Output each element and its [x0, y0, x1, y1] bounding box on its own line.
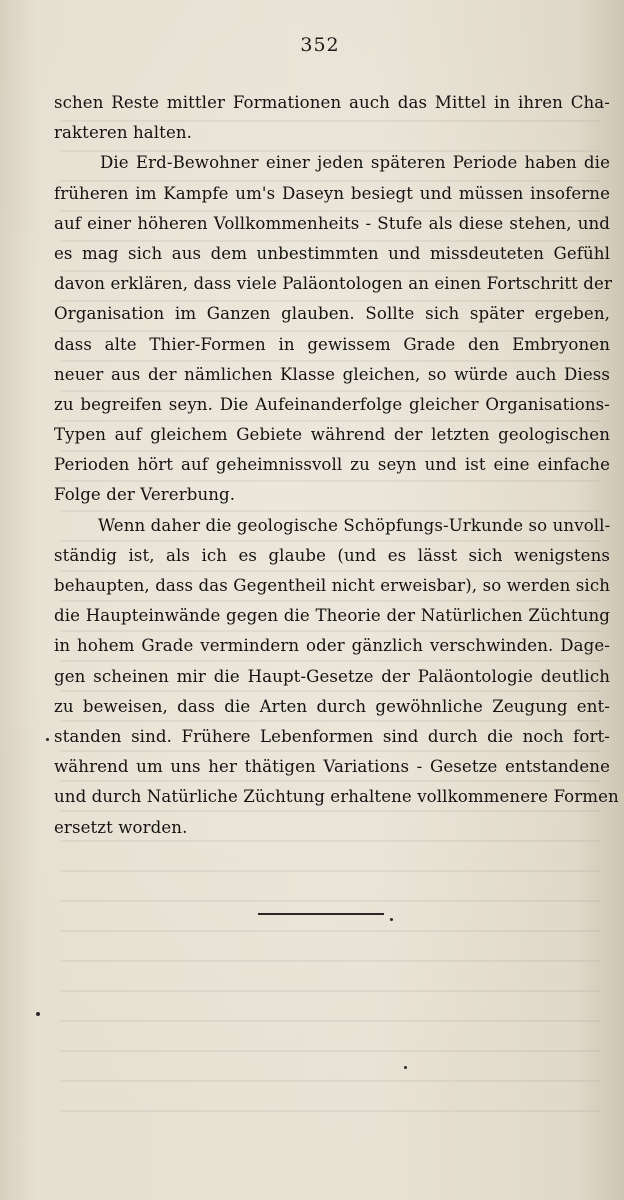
- page-number: 352: [300, 34, 340, 56]
- text-line: ständig ist, als ich es glaube (und es lässt sich wenigstens: [54, 545, 610, 565]
- section-end-rule: [258, 913, 384, 915]
- text-line: gen scheinen mir die Haupt-Gesetze der Paläontologie deutlich: [54, 666, 610, 686]
- text-line: neuer aus der nämlichen Klasse gleichen, so würde auch Diess: [54, 364, 610, 384]
- text-line: die Haupteinwände gegen die Theorie der Natürlichen Züchtung: [54, 606, 610, 626]
- text-line: rakteren halten.: [54, 123, 193, 143]
- text-line: Organisation im Ganzen glauben. Sollte sich später ergeben,: [54, 304, 610, 324]
- body-text: [54, 88, 619, 843]
- text-line: in hohem Grade vermindern oder gänzlich verschwinden. Dage-: [54, 636, 610, 656]
- paragraph-start-line: Wenn daher die geologische Schöpfungs-Urkunde so unvoll-: [98, 515, 611, 535]
- text-line: schen Reste mittler Formationen auch das Mittel in ihren Cha-: [54, 93, 610, 112]
- text-line: zu begreifen seyn. Die Aufeinanderfolge gleicher Organisations-: [54, 394, 610, 414]
- paragraph-start-line: Die Erd-Bewohner einer jeden späteren Periode haben die: [100, 153, 610, 173]
- text-line: davon erklären, dass viele Paläontologen an einen Fortschritt der: [54, 274, 612, 294]
- ink-speck: [404, 1066, 407, 1069]
- text-line: dass alte Thier-Formen in gewissem Grade den Embryonen: [54, 334, 610, 354]
- text-line: auf einer höheren Vollkommenheits - Stufe als diese stehen, und: [54, 213, 610, 233]
- text-line: ersetzt worden.: [54, 817, 188, 837]
- text-line: Typen auf gleichem Gebiete während der letzten geologischen: [54, 425, 610, 445]
- text-line: früheren im Kampfe um's Daseyn besiegt und müssen insoferne: [54, 183, 610, 203]
- text-line: und durch Natürliche Züchtung erhaltene vollkommenere Formen: [54, 787, 619, 807]
- text-line: behaupten, dass das Gegentheil nicht erweisbar), so werden sich: [54, 576, 610, 595]
- text-line: standen sind. Frühere Lebenformen sind durch die noch fort-: [54, 726, 610, 746]
- text-line: während um uns her thätigen Variations - Gesetze entstandene: [54, 757, 610, 777]
- text-line: zu beweisen, dass die Arten durch gewöhnliche Zeugung ent-: [54, 696, 610, 716]
- text-line: Folge der Vererbung.: [54, 485, 236, 505]
- ink-speck: [390, 918, 393, 921]
- text-line: es mag sich aus dem unbestimmten und missdeuteten Gefühl: [54, 243, 610, 263]
- text-line: Perioden hört auf geheimnissvoll zu seyn und ist eine einfache: [54, 455, 610, 475]
- ink-speck: [36, 1012, 40, 1016]
- ink-speck: [46, 738, 49, 741]
